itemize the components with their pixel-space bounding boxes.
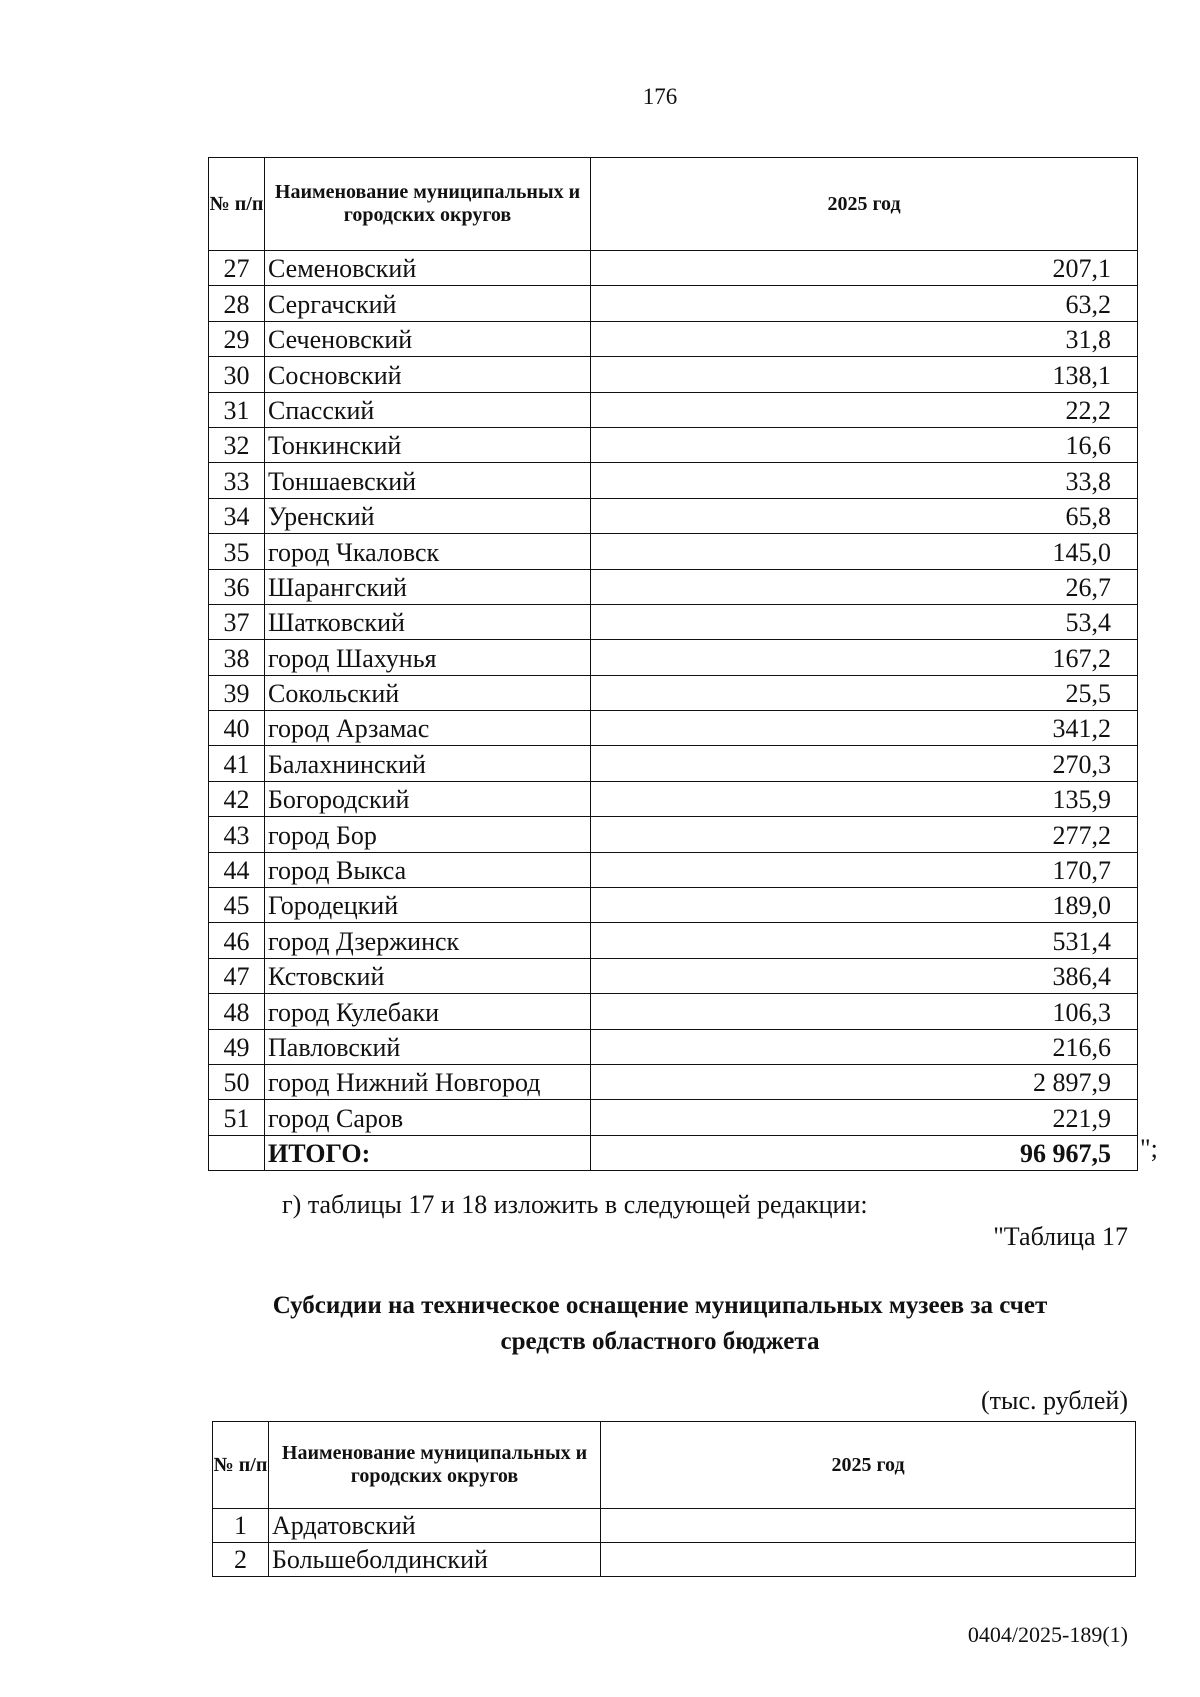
row-name: город Саров: [265, 1100, 591, 1135]
table-row: [209, 427, 1138, 462]
row-name: Ардатовский: [269, 1509, 601, 1543]
row-name: Уренский: [265, 498, 591, 533]
table-header-row: [213, 1422, 1136, 1509]
row-name: Сергачский: [265, 286, 591, 321]
table-row: [209, 746, 1138, 781]
row-value: 167,2: [591, 640, 1138, 675]
row-number: 33: [209, 463, 265, 498]
header-year: 2025 год: [591, 158, 1138, 251]
row-name: Шатковский: [265, 604, 591, 639]
row-number: 40: [209, 711, 265, 746]
row-value: 2 897,9: [591, 1064, 1138, 1099]
row-number: 37: [209, 604, 265, 639]
row-name: город Нижний Новгород: [265, 1064, 591, 1099]
row-value: 65,8: [591, 498, 1138, 533]
row-name: Сеченовский: [265, 321, 591, 356]
row-number: 42: [209, 781, 265, 816]
row-number: 46: [209, 923, 265, 958]
row-name: город Выкса: [265, 852, 591, 887]
page-number: 176: [642, 84, 678, 109]
header-name: Наименование муниципальных и городских округов: [269, 1422, 601, 1509]
table-row: [209, 604, 1138, 639]
row-number: 29: [209, 321, 265, 356]
row-value: 53,4: [591, 604, 1138, 639]
row-value: 270,3: [591, 746, 1138, 781]
row-name: город Бор: [265, 817, 591, 852]
table-row: [213, 1509, 1136, 1543]
row-value: 106,3: [591, 994, 1138, 1029]
table-row: [209, 675, 1138, 710]
table-body: [213, 1509, 1136, 1577]
row-number: 39: [209, 675, 265, 710]
row-value: 63,2: [591, 286, 1138, 321]
row-value: 138,1: [591, 357, 1138, 392]
row-value: [601, 1509, 1136, 1543]
row-name: Тоншаевский: [265, 463, 591, 498]
row-value: 145,0: [591, 534, 1138, 569]
table-row: [209, 569, 1138, 604]
row-number: 48: [209, 994, 265, 1029]
table-row: [209, 994, 1138, 1029]
row-value: 25,5: [591, 675, 1138, 710]
row-number: 35: [209, 534, 265, 569]
table-row: [209, 852, 1138, 887]
row-value: 277,2: [591, 817, 1138, 852]
row-name: Спасский: [265, 392, 591, 427]
row-name: город Шахунья: [265, 640, 591, 675]
table-row: [209, 321, 1138, 356]
header-num: № п/п: [209, 158, 265, 251]
table-row: [209, 888, 1138, 923]
table-row: [209, 1064, 1138, 1099]
row-value: 33,8: [591, 463, 1138, 498]
amendment-instruction: г) таблицы 17 и 18 изложить в следующей редакции:: [282, 1190, 868, 1219]
row-value: 170,7: [591, 852, 1138, 887]
row-name: город Чкаловск: [265, 534, 591, 569]
table-row: [213, 1543, 1136, 1577]
row-value: 216,6: [591, 1029, 1138, 1064]
row-number: 1: [213, 1509, 269, 1543]
row-value: 189,0: [591, 888, 1138, 923]
row-name: Сокольский: [265, 675, 591, 710]
total-label: ИТОГО:: [265, 1135, 591, 1170]
row-number: 28: [209, 286, 265, 321]
row-number: 45: [209, 888, 265, 923]
row-name: город Арзамас: [265, 711, 591, 746]
table-row: [209, 711, 1138, 746]
row-value: 16,6: [591, 427, 1138, 462]
table-body: [209, 251, 1138, 1136]
total-value: 96 967,5: [591, 1135, 1138, 1170]
row-name: Городецкий: [265, 888, 591, 923]
row-number: 27: [209, 251, 265, 286]
header-name: Наименование муниципальных и городских округов: [265, 158, 591, 251]
closing-quote: ";: [1140, 1134, 1158, 1163]
table-row: [209, 251, 1138, 286]
total-num-cell: [209, 1135, 265, 1170]
section-title-line1: Субсидии на техническое оснащение муниципальных музеев за счет: [272, 1292, 1048, 1319]
row-number: 2: [213, 1543, 269, 1577]
table-label: "Таблица 17: [993, 1222, 1128, 1251]
section-title: [180, 1288, 1140, 1360]
row-value: 26,7: [591, 569, 1138, 604]
row-value: 22,2: [591, 392, 1138, 427]
row-number: 34: [209, 498, 265, 533]
row-name: Шарангский: [265, 569, 591, 604]
row-value: 31,8: [591, 321, 1138, 356]
museum-subsidy-table: [212, 1421, 1136, 1577]
row-number: 32: [209, 427, 265, 462]
row-name: Тонкинский: [265, 427, 591, 462]
section-title-line2: средств областного бюджета: [500, 1328, 820, 1355]
row-number: 47: [209, 958, 265, 993]
row-number: 41: [209, 746, 265, 781]
row-value: 135,9: [591, 781, 1138, 816]
table-row: [209, 640, 1138, 675]
table-row: [209, 923, 1138, 958]
table-row: [209, 1029, 1138, 1064]
row-value: 531,4: [591, 923, 1138, 958]
row-number: 44: [209, 852, 265, 887]
row-name: Павловский: [265, 1029, 591, 1064]
row-number: 49: [209, 1029, 265, 1064]
table-row: [209, 958, 1138, 993]
total-row: [209, 1135, 1138, 1170]
table-row: [209, 498, 1138, 533]
document-code: 0404/2025-189(1): [967, 1622, 1128, 1647]
header-num: № п/п: [213, 1422, 269, 1509]
row-number: 51: [209, 1100, 265, 1135]
row-value: [601, 1543, 1136, 1577]
row-value: 386,4: [591, 958, 1138, 993]
row-value: 221,9: [591, 1100, 1138, 1135]
units-label: (тыс. рублей): [980, 1386, 1128, 1415]
row-number: 43: [209, 817, 265, 852]
header-year: 2025 год: [601, 1422, 1136, 1509]
table-row: [209, 392, 1138, 427]
subsidy-table-continuation: [208, 157, 1138, 1171]
table-row: [209, 534, 1138, 569]
row-number: 38: [209, 640, 265, 675]
table-row: [209, 286, 1138, 321]
table-row: [209, 781, 1138, 816]
table-row: [209, 817, 1138, 852]
row-number: 30: [209, 357, 265, 392]
row-number: 36: [209, 569, 265, 604]
row-value: 341,2: [591, 711, 1138, 746]
row-name: город Кулебаки: [265, 994, 591, 1029]
row-name: город Дзержинск: [265, 923, 591, 958]
row-name: Богородский: [265, 781, 591, 816]
row-name: Семеновский: [265, 251, 591, 286]
row-name: Кстовский: [265, 958, 591, 993]
table-row: [209, 463, 1138, 498]
table-row: [209, 1100, 1138, 1135]
table-row: [209, 357, 1138, 392]
row-number: 31: [209, 392, 265, 427]
row-number: 50: [209, 1064, 265, 1099]
row-name: Большеболдинский: [269, 1543, 601, 1577]
row-name: Балахнинский: [265, 746, 591, 781]
table-header-row: [209, 158, 1138, 251]
row-name: Сосновский: [265, 357, 591, 392]
row-value: 207,1: [591, 251, 1138, 286]
